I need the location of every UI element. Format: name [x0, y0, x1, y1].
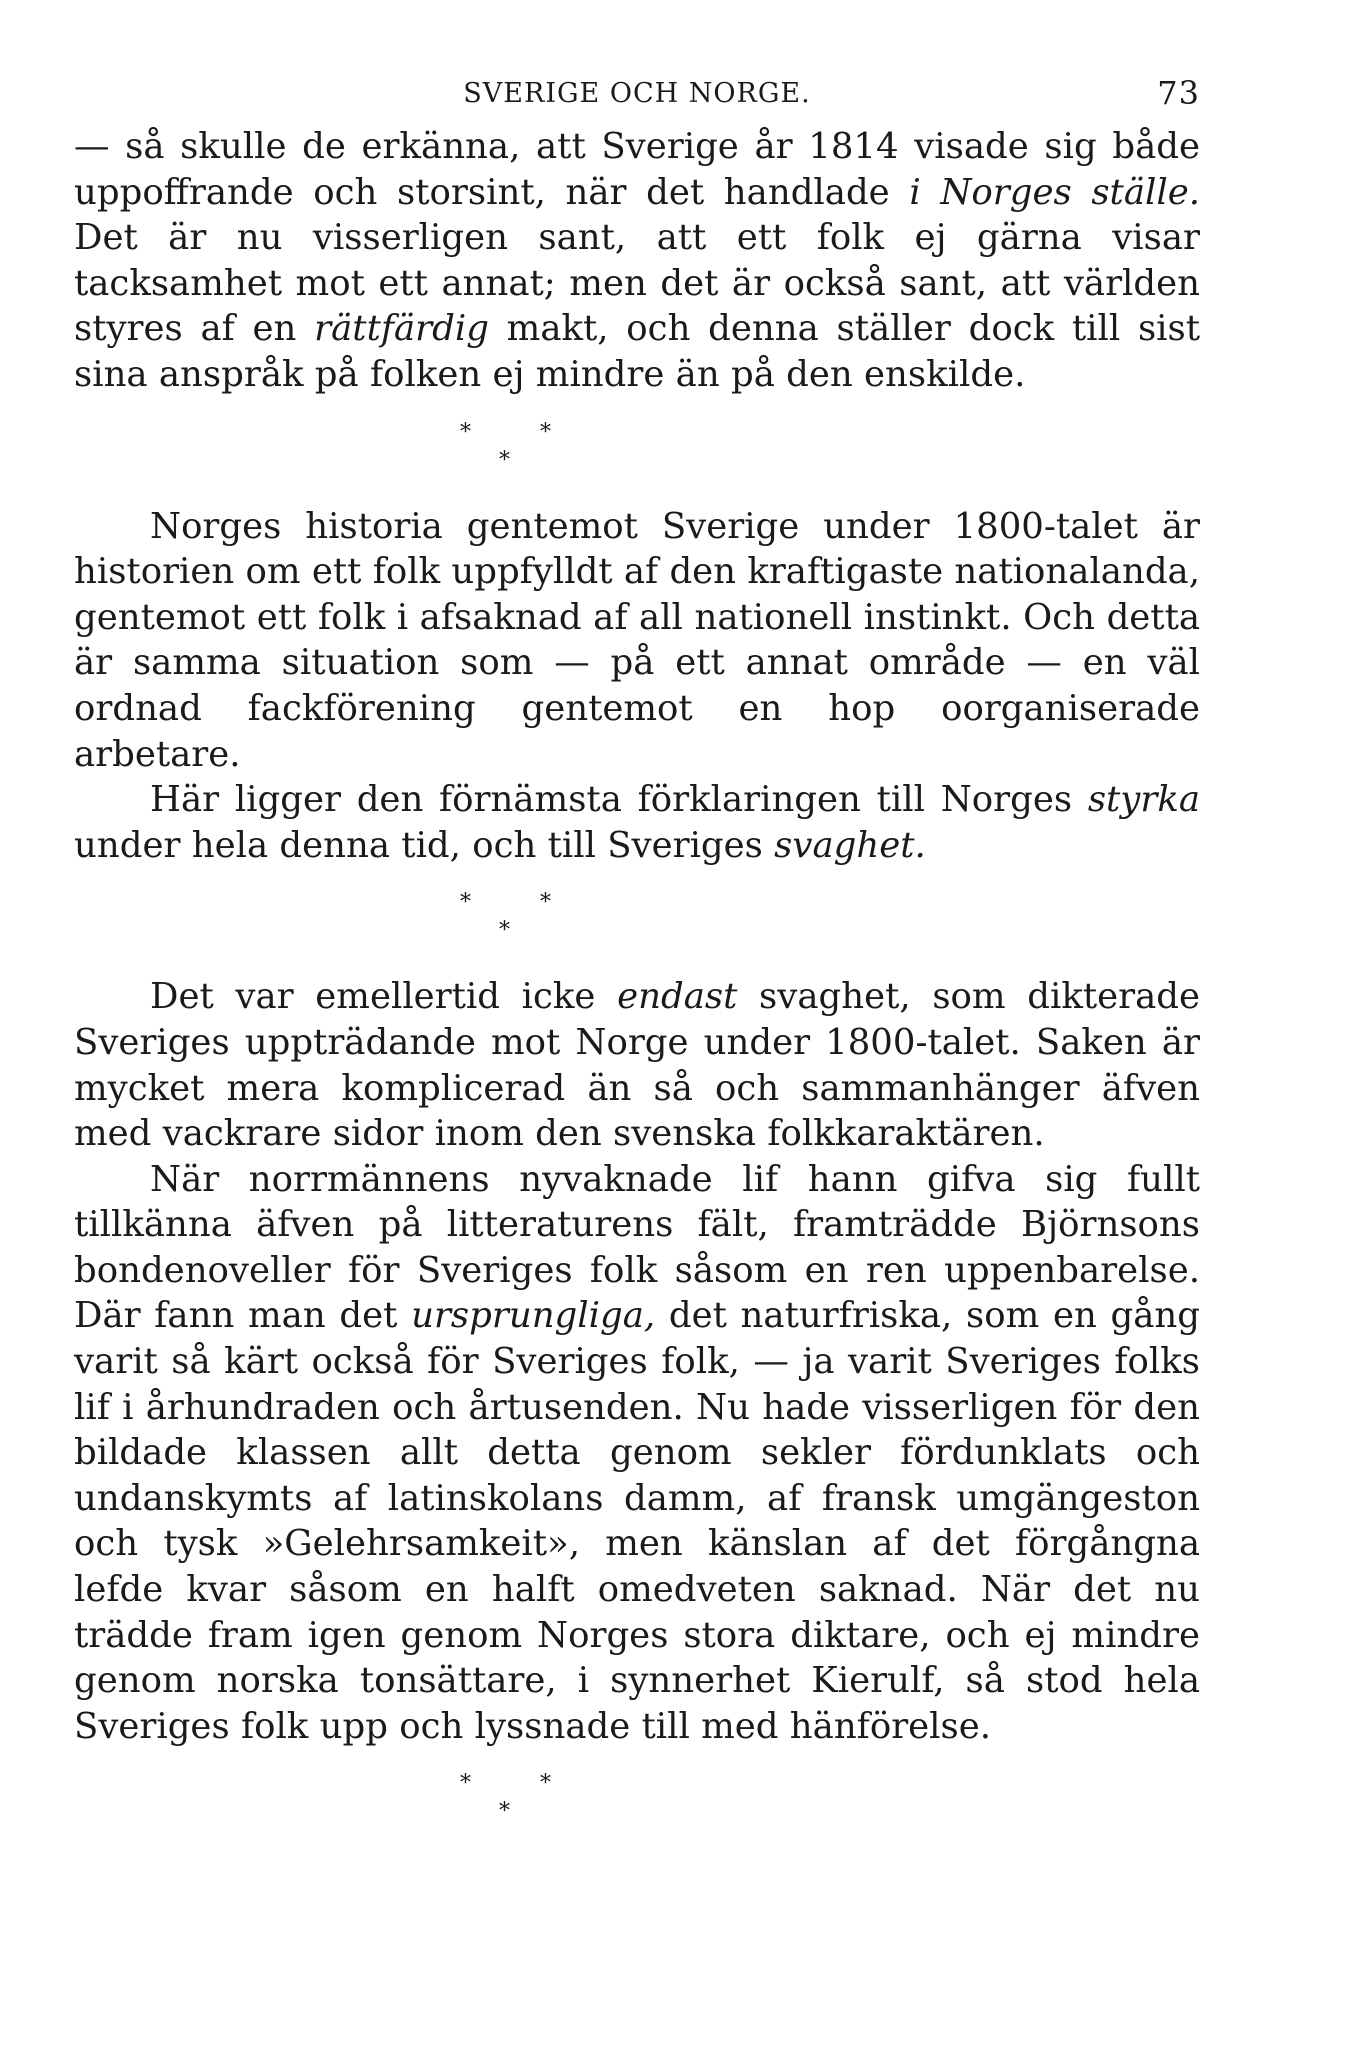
body-text [74, 124, 1200, 1855]
page-number: 73 [1157, 74, 1200, 112]
running-head [74, 70, 1200, 124]
italic-phrase: ursprungliga, [411, 1295, 656, 1337]
paragraph [74, 974, 1200, 1156]
asterisk: * [460, 419, 471, 445]
asterisk: * [540, 890, 551, 916]
italic-phrase: svaghet. [774, 824, 926, 866]
asterisk: * [499, 447, 510, 473]
paragraph [74, 777, 1200, 868]
asterisk: * [460, 890, 471, 916]
text-run: makt, och denna ställer dock till sist sina anspråk på folken ej mindre än på den enskilde. [74, 308, 1201, 395]
text-run: Det är nu visserligen sant, att ett folk ej gärna visar tacksamhet mot ett annat; men det är också sant, att världen styres af en [74, 217, 1200, 350]
italic-phrase: i Norges ställe. [909, 171, 1200, 213]
text-run: Här ligger den förnämsta förklaringen till Norges [150, 779, 1088, 821]
text-run: svaghet, som dikterade Sveriges uppträdande mot Norge under 1800-talet. Saken är mycket mera komplicerad än så och sammanhänger äfven med vackrare sidor inom den svenska folkkaraktären. [74, 976, 1200, 1155]
italic-phrase: styrka [1087, 779, 1200, 821]
text-run: — så skulle de erkänna, att Sverige år 1814 visade sig både uppoffrande och storsint, när det handlade [74, 126, 1200, 213]
asterisk: * [499, 918, 510, 944]
text-run: När norrmännens nyvaknade lif hann gifva sig fullt tillkänna äfven på litteraturens fält, framträdde Björnsons bondenoveller för Sveriges folk såsom en ren uppenbarelse. Där fann man det [74, 1158, 1200, 1337]
asterisk: * [499, 1799, 510, 1825]
running-title: SVERIGE OCH NORGE. [463, 78, 811, 109]
book-page [74, 70, 1200, 1855]
section-divider-asterisks [74, 1749, 1200, 1855]
paragraph [74, 504, 1200, 778]
text-run: Norges historia gentemot Sverige under 1800-talet är historien om ett folk uppfylldt af den kraftigaste nationalanda, gentemot ett folk i afsaknad af all nationell instinkt. Och detta är samma situation som — på ett annat område — en väl ordnad fackförening gentemot en hop oorganiserade arbetare. [74, 505, 1200, 775]
text-run: under hela denna tid, och till Sveriges [74, 824, 775, 866]
asterisk: * [540, 1771, 551, 1797]
asterisk: * [460, 1771, 471, 1797]
paragraph [74, 1157, 1200, 1750]
italic-phrase: endast [617, 976, 738, 1018]
section-divider-asterisks [74, 868, 1200, 974]
text-run: det naturfriska, som en gång varit så kärt också för Sveriges folk, — ja varit Sveriges folks lif i århundraden och årtusenden. Nu hade visserligen för den bildade klassen allt detta genom sekler fördunklats och undanskymts af latinskolans damm, af fransk umgängeston och tysk »Gelehrsamkeit», men känslan af det förgångna lefde kvar såsom en halft omedveten saknad. När det nu trädde fram igen genom Norges stora diktare, och ej mindre genom norska tonsättare, i synnerhet Kierulf, så stod hela Sveriges folk upp och lyssnade till med hänförelse. [74, 1295, 1200, 1747]
text-run: Det var emellertid icke [150, 976, 618, 1018]
section-divider-asterisks [74, 398, 1200, 504]
italic-phrase: rättfärdig [314, 308, 489, 350]
asterisk: * [540, 419, 551, 445]
paragraph [74, 124, 1200, 398]
